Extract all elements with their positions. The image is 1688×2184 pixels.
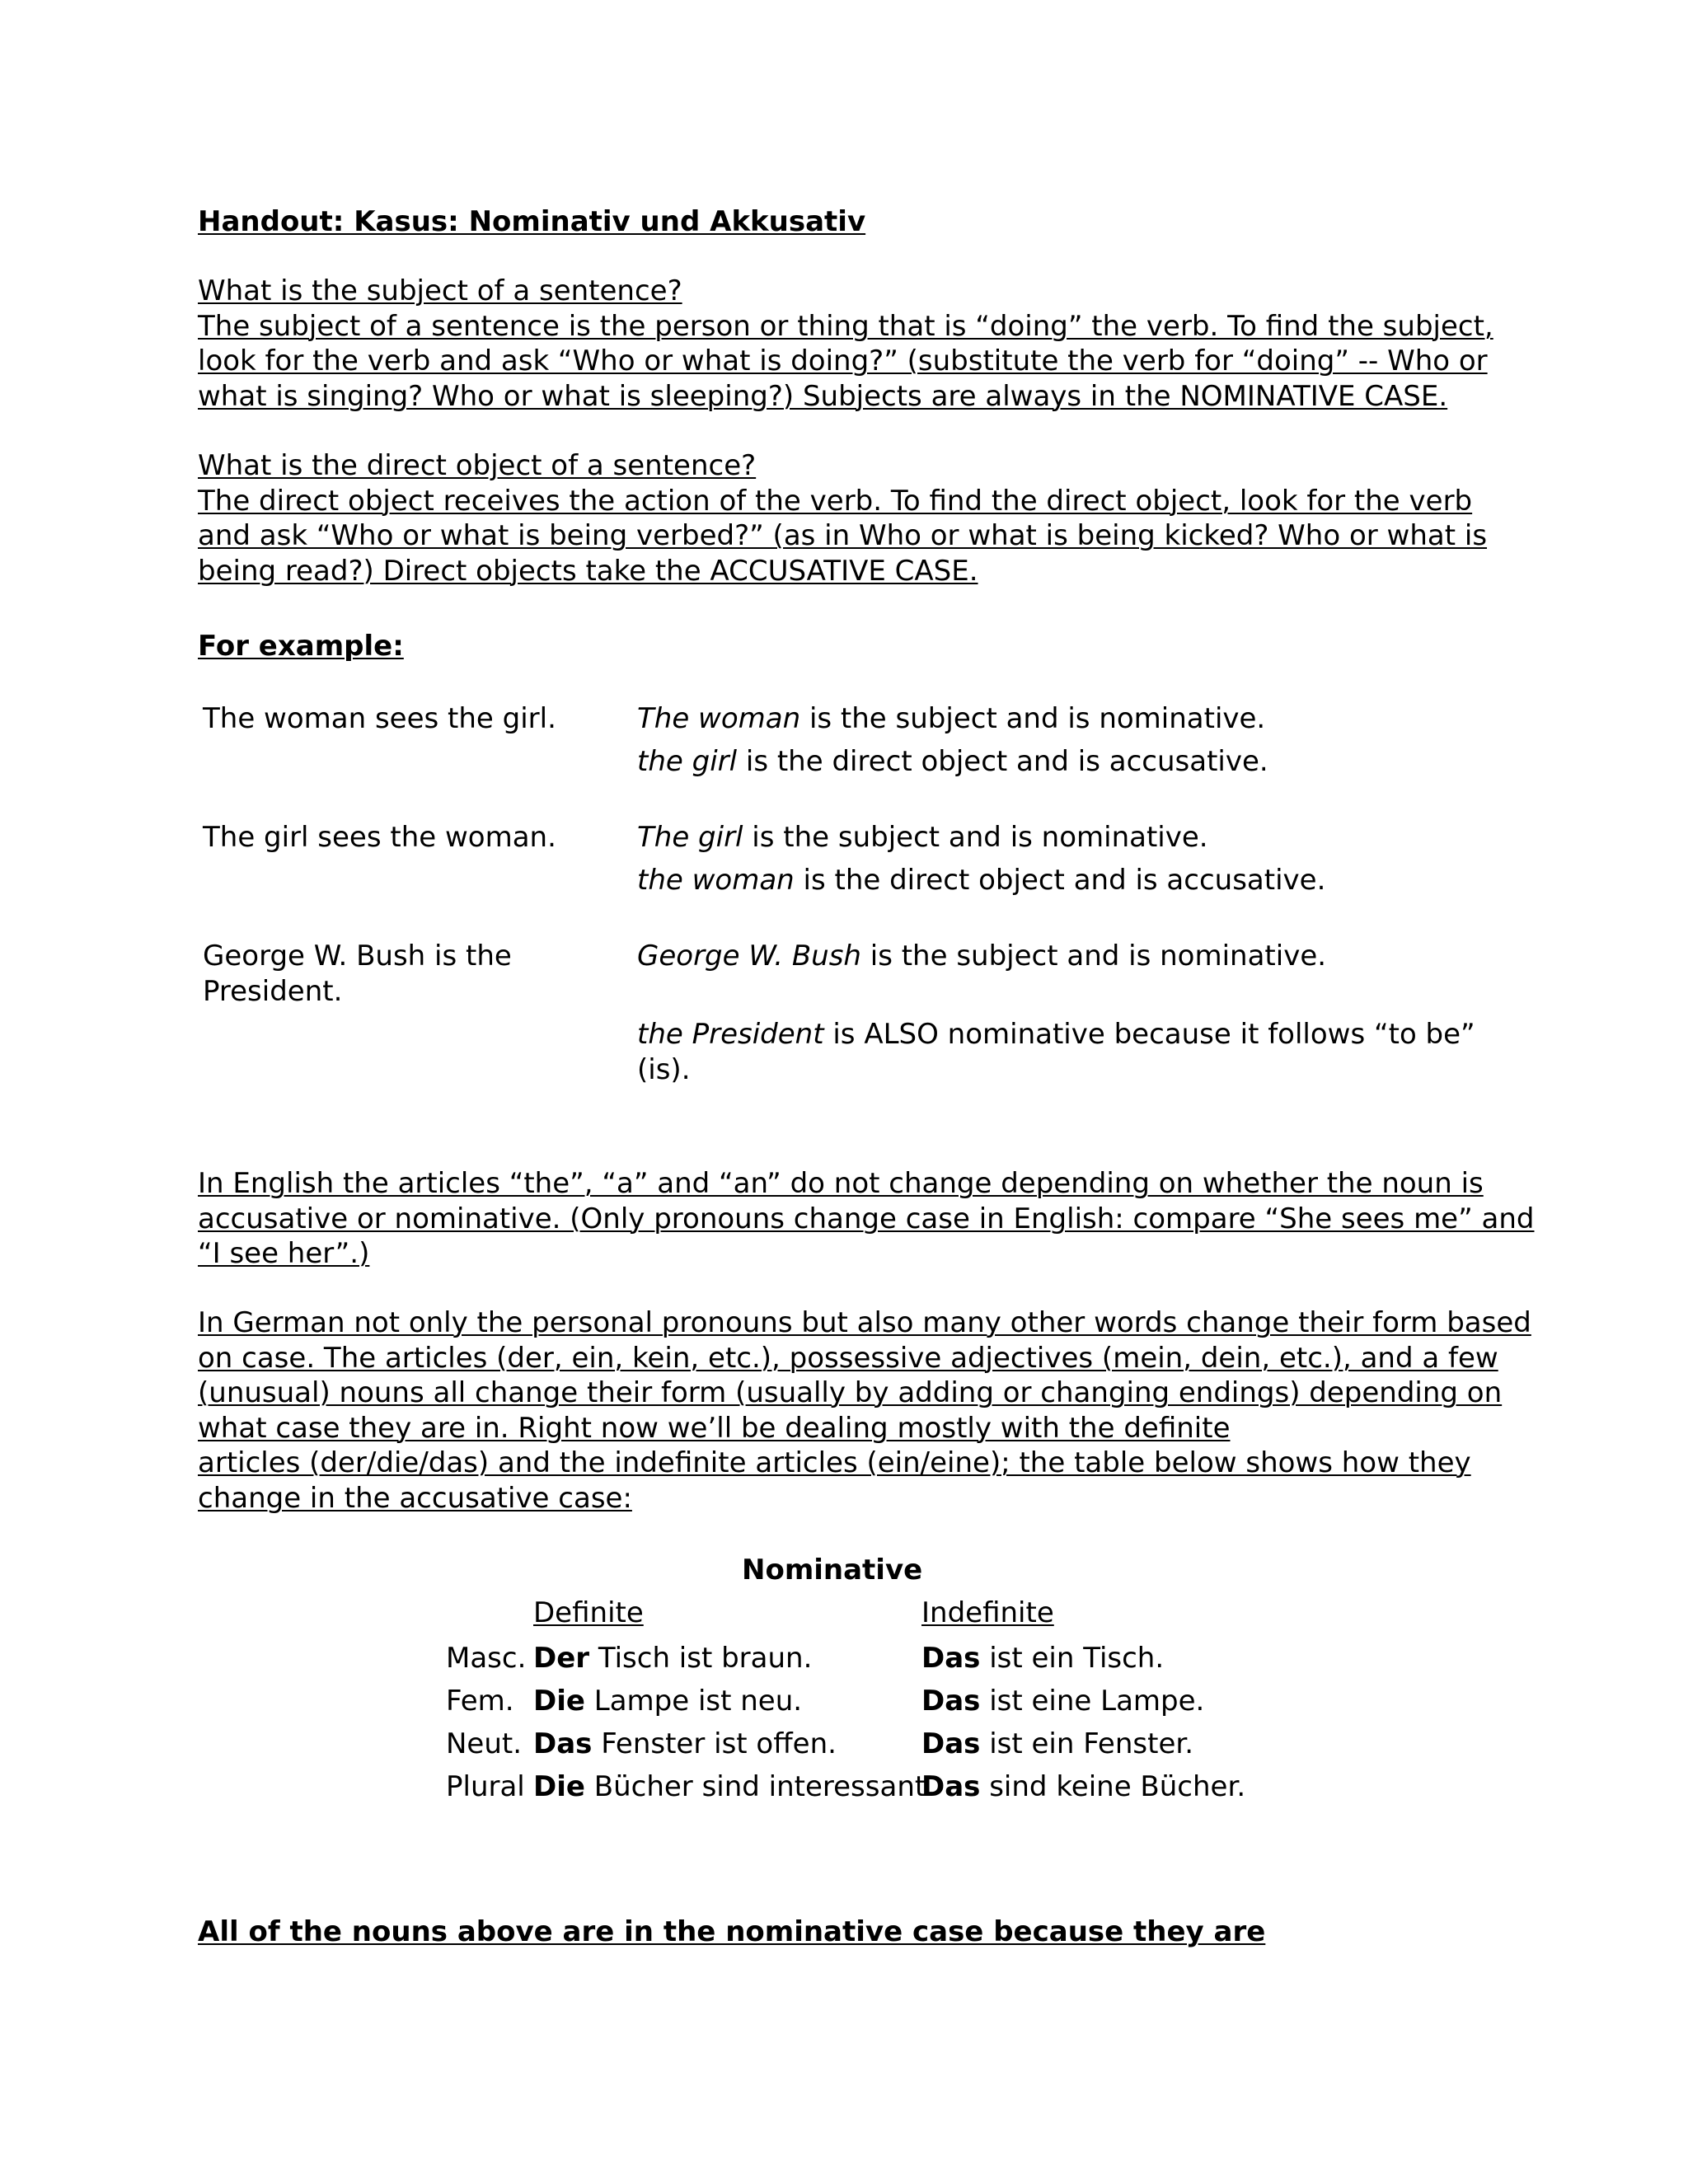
indefinite-cell bbox=[921, 1637, 1164, 1680]
example-explanation bbox=[637, 1017, 1475, 1087]
explanation-term: the President bbox=[637, 1018, 824, 1051]
explanation-line bbox=[637, 939, 1326, 974]
gender-label: Masc. bbox=[446, 1642, 527, 1675]
definite-article: Die bbox=[533, 1770, 585, 1803]
example-sentence bbox=[203, 939, 582, 1009]
paragraph-line: change in the accusative case: bbox=[198, 1481, 632, 1515]
example-sentence-line: The woman sees the girl. bbox=[203, 702, 556, 735]
explanation-text: is the direct object and is accusative. bbox=[737, 745, 1268, 778]
subject-section bbox=[198, 274, 1492, 414]
explanation-line bbox=[637, 744, 1268, 780]
indefinite-cell bbox=[921, 1680, 1204, 1722]
indefinite-article: Das bbox=[921, 1727, 981, 1760]
indefinite-text: ist eine Lampe. bbox=[980, 1685, 1205, 1718]
subject-line: The subject of a sentence is the person or thing that is “doing” the verb. To find the subject, bbox=[198, 309, 1493, 343]
subject-line: look for the verb and ask “Who or what is doing?” (substitute the verb for “doing” -- Who or bbox=[198, 344, 1488, 377]
example-explanation bbox=[637, 863, 1325, 898]
paragraph-line: what case they are in. Right now we’ll be dealing mostly with the definite bbox=[198, 1411, 1231, 1445]
example-sentence bbox=[203, 701, 582, 737]
page-title: Handout: Kasus: Nominativ und Akkusativ bbox=[198, 205, 866, 238]
object-section bbox=[198, 448, 1492, 588]
example-sentence bbox=[203, 820, 582, 855]
definite-text: Tisch ist braun. bbox=[589, 1642, 813, 1675]
explanation-term: George W. Bush bbox=[637, 940, 861, 972]
object-line: The direct object receives the action of the verb. To find the direct object, look for the verb bbox=[198, 484, 1473, 518]
gender-label: Fem. bbox=[446, 1685, 514, 1718]
explanation-text: is ALSO nominative because it follows “to be” bbox=[823, 1018, 1475, 1051]
example-explanation bbox=[637, 701, 1265, 737]
indefinite-article: Das bbox=[921, 1770, 981, 1803]
paragraph-line: (unusual) nouns all change their form (usually by adding or changing endings) depending on bbox=[198, 1376, 1503, 1409]
explanation-line: (is). bbox=[637, 1052, 691, 1086]
subject-question: What is the subject of a sentence? bbox=[198, 274, 682, 307]
explanation-line bbox=[637, 820, 1208, 855]
explanation-line bbox=[637, 1017, 1475, 1052]
paragraph-line: In German not only the personal pronouns but also many other words change their form based bbox=[198, 1306, 1531, 1339]
indefinite-article: Das bbox=[921, 1642, 981, 1675]
example-explanation bbox=[637, 820, 1208, 855]
definite-text: Fenster ist offen. bbox=[592, 1727, 837, 1760]
indefinite-text: sind keine Bücher. bbox=[980, 1770, 1246, 1803]
for-example-heading: For example: bbox=[198, 630, 404, 663]
indefinite-text: ist ein Tisch. bbox=[980, 1642, 1165, 1675]
german-paragraph bbox=[198, 1305, 1531, 1516]
definite-text: Bücher sind interessant. bbox=[584, 1770, 935, 1803]
explanation-term: The woman bbox=[637, 702, 801, 735]
column-header-definite: Definite bbox=[533, 1596, 644, 1629]
indefinite-article: Das bbox=[921, 1685, 981, 1718]
explanation-line bbox=[637, 701, 1265, 737]
example-sentence-line: George W. Bush is the bbox=[203, 940, 512, 972]
indefinite-cell bbox=[921, 1765, 1245, 1808]
paragraph-line: on case. The articles (der, ein, kein, etc.), possessive adjectives (mein, dein, etc.), and a few bbox=[198, 1341, 1498, 1375]
object-question: What is the direct object of a sentence? bbox=[198, 449, 757, 482]
explanation-term: The girl bbox=[637, 821, 743, 854]
example-explanation bbox=[637, 939, 1326, 974]
explanation-text: is the subject and is nominative. bbox=[743, 821, 1208, 854]
paragraph-line: articles (der/die/das) and the indefinite articles (ein/eine); the table below shows how they bbox=[198, 1446, 1471, 1479]
explanation-text: is the direct object and is accusative. bbox=[794, 864, 1326, 897]
object-line: being read?) Direct objects take the ACCUSATIVE CASE. bbox=[198, 554, 978, 588]
definite-cell bbox=[533, 1680, 802, 1722]
gender-label: Neut. bbox=[446, 1727, 523, 1760]
example-explanation bbox=[637, 744, 1268, 780]
paragraph-line: In English the articles “the”, “a” and “an” do not change depending on whether the noun is bbox=[198, 1167, 1484, 1200]
explanation-line bbox=[637, 863, 1325, 898]
explanation-term: the woman bbox=[637, 864, 795, 897]
example-sentence-line: President. bbox=[203, 974, 343, 1008]
table-title: Nominative bbox=[742, 1554, 923, 1586]
paragraph-line: “I see her”.) bbox=[198, 1237, 370, 1270]
definite-cell bbox=[533, 1637, 812, 1680]
english-paragraph bbox=[198, 1166, 1535, 1272]
column-header-indefinite: Indefinite bbox=[921, 1596, 1054, 1629]
explanation-text: is the subject and is nominative. bbox=[800, 702, 1266, 735]
example-sentence-line: The girl sees the woman. bbox=[203, 821, 556, 854]
definite-text: Lampe ist neu. bbox=[584, 1685, 803, 1718]
object-line: and ask “Who or what is being verbed?” (as in Who or what is being kicked? Who or what is bbox=[198, 519, 1488, 552]
gender-label: Plural bbox=[446, 1770, 525, 1803]
explanation-text: is the subject and is nominative. bbox=[860, 940, 1327, 972]
definite-cell bbox=[533, 1765, 935, 1808]
bottom-note: All of the nouns above are in the nominative case because they are bbox=[198, 1915, 1266, 1948]
definite-article: Das bbox=[533, 1727, 593, 1760]
definite-cell bbox=[533, 1722, 837, 1765]
explanation-term: the girl bbox=[637, 745, 738, 778]
definite-article: Der bbox=[533, 1642, 590, 1675]
indefinite-text: ist ein Fenster. bbox=[980, 1727, 1194, 1760]
paragraph-line: accusative or nominative. (Only pronouns change case in English: compare “She sees me” and bbox=[198, 1202, 1535, 1235]
subject-line: what is singing? Who or what is sleeping?) Subjects are always in the NOMINATIVE CASE. bbox=[198, 379, 1448, 413]
indefinite-cell bbox=[921, 1722, 1193, 1765]
definite-article: Die bbox=[533, 1685, 585, 1718]
